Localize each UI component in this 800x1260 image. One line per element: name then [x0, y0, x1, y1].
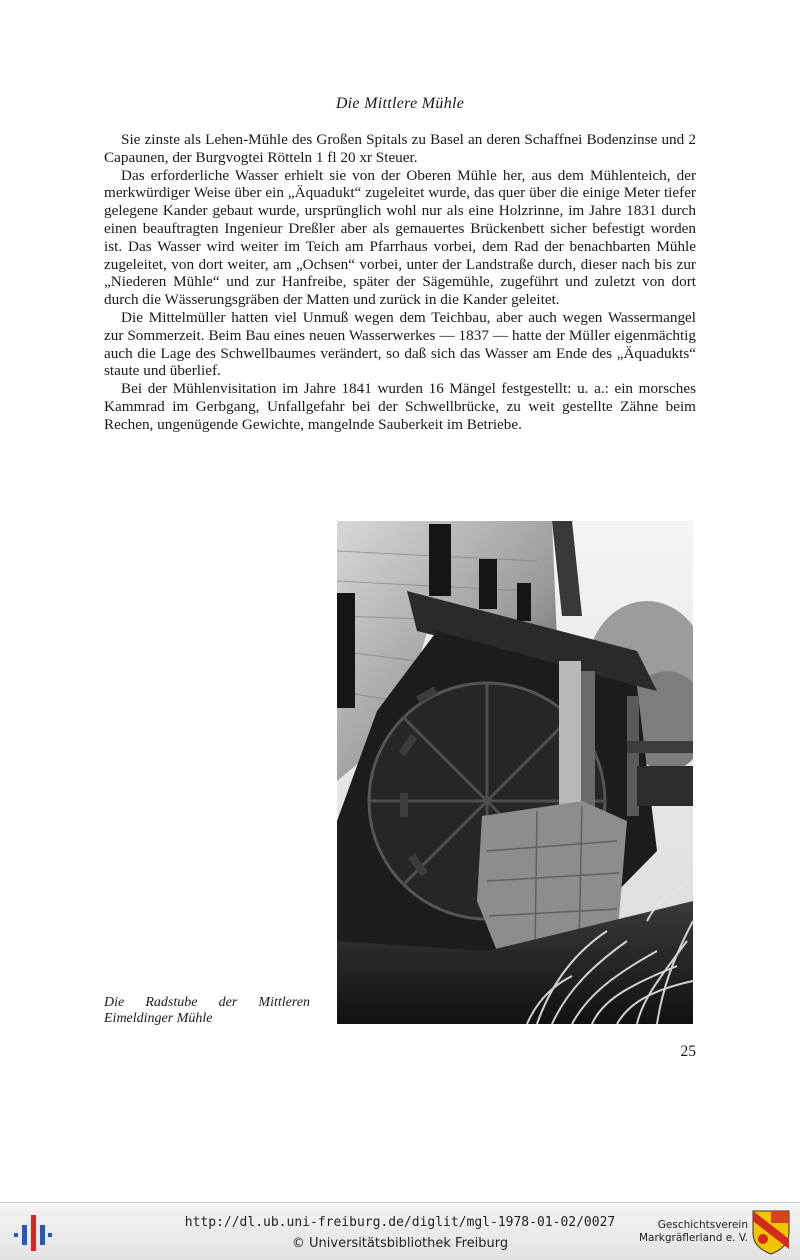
- mill-wheel-photo: [337, 521, 693, 1024]
- society-line-1: Geschichtsverein: [657, 1219, 748, 1231]
- page-number: 25: [680, 1043, 696, 1060]
- paragraph-4: Bei der Mühlenvisitation im Jahre 1841 wurden 16 Mängel festgestellt: u. a.: ein morsches Kammrad im Gerbgang, Unfallgefahr bei der Schwellbrücke, zu weit gestellte Zähne beim Rechen, ungenügende Gewichte, mangelnde Sauberkeit im Betriebe.: [104, 380, 696, 433]
- photo-caption: [104, 995, 310, 1027]
- copyright-text: © Universitätsbibliothek Freiburg: [291, 1236, 509, 1251]
- running-head: Die Mittlere Mühle: [335, 95, 465, 112]
- caption-line-1: Die Radstube der Mittleren: [104, 995, 310, 1010]
- paragraph-2: Das erforderliche Wasser erhielt sie von der Oberen Mühle her, aus dem Mühlenteich, der merkwürdiger Weise über ein „Äquadukt“ zugeleitet wurde, das quer über die einige Meter tiefer gelegene Kander gebaut wurde, ursprünglich wohl nur als eine Holzrinne, im Jahre 1831 durch einen beauftragten Ingenieur Dreßler aber als gemauertes Brückenbett sicher befestigt worden ist. Das Wasser wird weiter im Teich am Pfarrhaus vorbei, dem Rad der benachbarten Mühle zugeleitet, von dort weiter, am „Ochsen“ vorbei, unter der Landstraße durch, dieser nach bis zur „Niederen Mühle“ und zur Hanfreibe, später der Sägemühle, zugeführt und zuletzt von dort durch die Wässerungsgräben der Matten und zurück in die Kander geleitet.: [104, 166, 696, 309]
- paragraph-1: Sie zinste als Lehen-Mühle des Großen Spitals zu Basel an deren Schaffnei Bodenzinse und 2 Capaunen, der Burgvogtei Rötteln 1 fl 20 xr Steuer.: [104, 131, 696, 166]
- coat-of-arms-icon[interactable]: [751, 1209, 791, 1255]
- society-line-2: Markgräflerland e. V.: [638, 1232, 748, 1244]
- body-text: [104, 131, 696, 434]
- mill-wheel-photo-drawing: [337, 521, 693, 1024]
- caption-line-2: Eimeldinger Mühle: [104, 1011, 213, 1026]
- society-name: [636, 1219, 748, 1245]
- footer-bar: [0, 1202, 800, 1260]
- document-url-link[interactable]: http://dl.ub.uni-freiburg.de/diglit/mgl-1978-01-02/0027: [184, 1215, 616, 1230]
- paragraph-3: Die Mittelmüller hatten viel Unmuß wegen dem Teichbau, aber auch wegen Wassermangel zur Sommerzeit. Beim Bau eines neuen Wasserwerkes — 1837 — hatte der Müller eigenmächtig auch die Lage des Schwellbaumes verändert, so daß sich das Wasser am Ende des „Äquadukts“ staute und überlief.: [104, 308, 696, 380]
